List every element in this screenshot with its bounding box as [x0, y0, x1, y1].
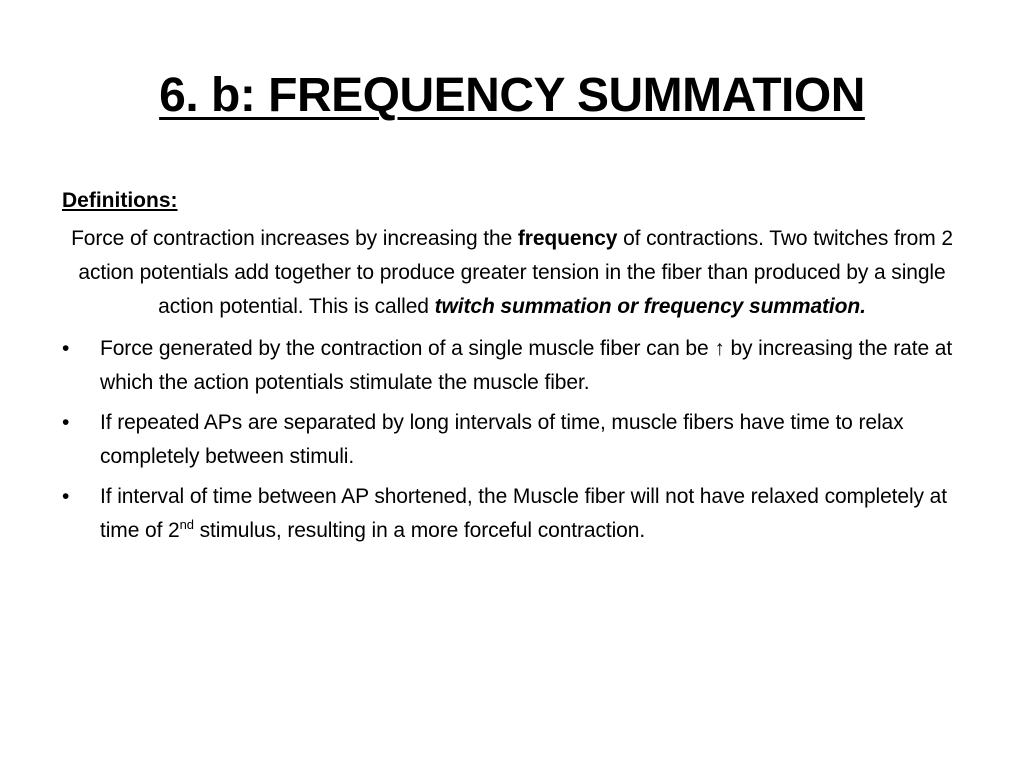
- bullet-list: [62, 332, 962, 548]
- bullet-icon: •: [62, 485, 70, 508]
- definition-paragraph: [62, 222, 962, 324]
- definition-bold-word: frequency: [517, 227, 618, 250]
- list-item: [62, 406, 962, 474]
- list-item: [62, 332, 962, 400]
- definitions-heading: Definitions:: [62, 189, 178, 212]
- definition-text-2: of contractions. Two twitches from 2 action potentials add together to produce greater tension in the fiber than produced by a single action potential. This is called: [78, 227, 953, 318]
- bullet-text-after: stimulus, resulting in a more forceful contraction.: [193, 519, 646, 542]
- bullet-text-before: If interval of time between AP shortened, the Muscle fiber will not have relaxed completely at time of 2: [100, 485, 947, 542]
- bullet-icon: •: [62, 411, 70, 434]
- slide-content: [62, 184, 962, 554]
- bullet-text: Force generated by the contraction of a single muscle fiber can be ↑ by increasing the rate at which the action potentials stimulate the muscle fiber.: [100, 337, 953, 394]
- bullet-superscript: nd: [179, 517, 194, 532]
- bullet-text: If repeated APs are separated by long intervals of time, muscle fibers have time to relax completely between stimuli.: [100, 411, 904, 468]
- bullet-text: [100, 485, 947, 542]
- definition-bold-italic: twitch summation or frequency summation.: [434, 295, 866, 318]
- bullet-icon: •: [62, 337, 70, 360]
- list-item: [62, 480, 962, 548]
- definition-text-1: Force of contraction increases by increasing the: [71, 227, 518, 250]
- slide-title: 6. b: FREQUENCY SUMMATION: [159, 69, 865, 122]
